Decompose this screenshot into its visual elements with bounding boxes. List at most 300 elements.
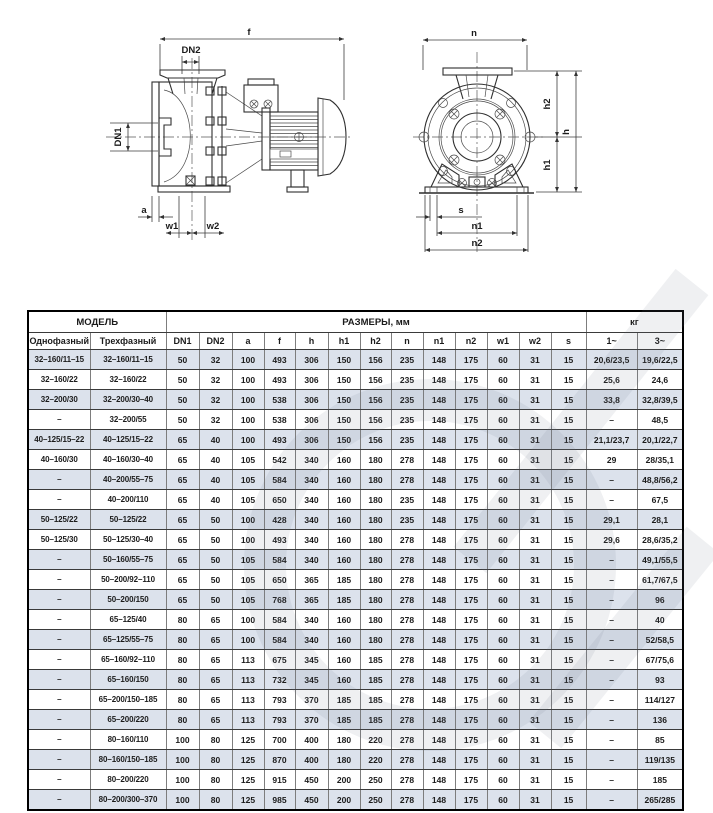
dimension-cell: 15 bbox=[551, 650, 586, 670]
dimension-cell: 175 bbox=[455, 570, 487, 590]
column-header: s bbox=[551, 333, 586, 350]
dimension-cell: 80 bbox=[166, 710, 199, 730]
dimension-cell: 175 bbox=[455, 790, 487, 811]
dimension-cell: 340 bbox=[295, 550, 328, 570]
model-cell: 32–160/11–15 bbox=[90, 350, 166, 370]
dimension-cell: 113 bbox=[232, 710, 264, 730]
dimension-cell: 65 bbox=[199, 610, 232, 630]
model-cell: 80–160/110 bbox=[90, 730, 166, 750]
dimension-cell: 584 bbox=[264, 610, 295, 630]
dimension-cell: 31 bbox=[519, 730, 551, 750]
dimension-cell: 113 bbox=[232, 670, 264, 690]
dimension-cell: 985 bbox=[264, 790, 295, 811]
dimension-cell: 15 bbox=[551, 590, 586, 610]
dimension-cell: 31 bbox=[519, 450, 551, 470]
column-header: Трехфазный bbox=[90, 333, 166, 350]
table-row bbox=[28, 730, 683, 750]
dimension-cell: 40 bbox=[199, 470, 232, 490]
dimension-cell: 31 bbox=[519, 690, 551, 710]
dimension-cell: 113 bbox=[232, 690, 264, 710]
dimension-cell: 150 bbox=[328, 370, 360, 390]
dimension-cell: 31 bbox=[519, 490, 551, 510]
dimension-cell: 148 bbox=[423, 670, 455, 690]
dimension-cell: 31 bbox=[519, 710, 551, 730]
dimension-cell: 148 bbox=[423, 350, 455, 370]
dimension-cell: 15 bbox=[551, 450, 586, 470]
dim-label-n1: n1 bbox=[471, 221, 483, 232]
dimension-cell: 175 bbox=[455, 670, 487, 690]
column-header: h2 bbox=[360, 333, 391, 350]
dimension-cell: 105 bbox=[232, 590, 264, 610]
dimension-cell: 200 bbox=[328, 770, 360, 790]
model-cell: 65–200/220 bbox=[90, 710, 166, 730]
dimension-cell: 65 bbox=[166, 430, 199, 450]
dimension-cell: 160 bbox=[328, 510, 360, 530]
dim-label-dn2: DN2 bbox=[181, 45, 201, 56]
model-cell: 32–200/30–40 bbox=[90, 390, 166, 410]
volute-casing bbox=[159, 82, 212, 186]
model-cell: 40–160/30–40 bbox=[90, 450, 166, 470]
dimension-cell: 370 bbox=[295, 710, 328, 730]
dimension-cell: 60 bbox=[487, 750, 519, 770]
dimension-cell: 185 bbox=[360, 710, 391, 730]
dimension-cell: 278 bbox=[391, 750, 423, 770]
dimension-cell: 125 bbox=[232, 790, 264, 811]
dimension-cell: 148 bbox=[423, 650, 455, 670]
dimension-cell: 114/127 bbox=[637, 690, 683, 710]
table-row bbox=[28, 590, 683, 610]
dimension-cell: 278 bbox=[391, 550, 423, 570]
motor-foot bbox=[291, 170, 304, 187]
table-row bbox=[28, 430, 683, 450]
dimension-cell: 100 bbox=[232, 410, 264, 430]
dimension-cell: 60 bbox=[487, 410, 519, 430]
dimension-cell: 80 bbox=[166, 690, 199, 710]
dimension-cell: 15 bbox=[551, 770, 586, 790]
dimension-cell: 15 bbox=[551, 670, 586, 690]
dimension-cell: 220 bbox=[360, 730, 391, 750]
group-header-dimensions: РАЗМЕРЫ, мм bbox=[166, 311, 586, 333]
dimension-cell: 15 bbox=[551, 710, 586, 730]
dimension-cell: 60 bbox=[487, 670, 519, 690]
dimension-cell: 60 bbox=[487, 530, 519, 550]
dimension-cell: 50 bbox=[199, 510, 232, 530]
dimension-cell: 60 bbox=[487, 650, 519, 670]
dimension-cell: 60 bbox=[487, 430, 519, 450]
dimension-cell: 450 bbox=[295, 790, 328, 811]
dimension-cell: 220 bbox=[360, 750, 391, 770]
dimension-cell: 915 bbox=[264, 770, 295, 790]
dimension-cell: 180 bbox=[360, 550, 391, 570]
model-cell: 40–125/15–22 bbox=[28, 430, 90, 450]
dimension-cell: 340 bbox=[295, 490, 328, 510]
dimension-cell: 278 bbox=[391, 710, 423, 730]
table-row bbox=[28, 630, 683, 650]
table-row bbox=[28, 610, 683, 630]
dimension-cell: 15 bbox=[551, 690, 586, 710]
dimension-cell: 200 bbox=[328, 790, 360, 811]
dimension-cell: 65 bbox=[166, 550, 199, 570]
dimension-cell: 306 bbox=[295, 390, 328, 410]
dimension-cell: 31 bbox=[519, 370, 551, 390]
model-cell: 32–160/22 bbox=[28, 370, 90, 390]
dimension-cell: 60 bbox=[487, 690, 519, 710]
dimension-cell: 493 bbox=[264, 350, 295, 370]
model-cell: 40–200/110 bbox=[90, 490, 166, 510]
dimension-cell: 148 bbox=[423, 410, 455, 430]
dimension-cell: 40 bbox=[637, 610, 683, 630]
dimension-cell: 15 bbox=[551, 610, 586, 630]
dimension-cell: 160 bbox=[328, 670, 360, 690]
dimension-cell: 180 bbox=[328, 750, 360, 770]
dimension-cell: 50 bbox=[199, 530, 232, 550]
dim-label-h1: h1 bbox=[542, 159, 553, 171]
dimension-cell: 105 bbox=[232, 550, 264, 570]
dimension-cell: 156 bbox=[360, 370, 391, 390]
dimension-cell: 175 bbox=[455, 610, 487, 630]
dimension-cell: 85 bbox=[637, 730, 683, 750]
dimension-cell: 50 bbox=[166, 350, 199, 370]
dimension-cell: 31 bbox=[519, 750, 551, 770]
dimension-cell: 175 bbox=[455, 710, 487, 730]
dimension-cell: 60 bbox=[487, 510, 519, 530]
dimension-cell: 180 bbox=[360, 530, 391, 550]
dim-label-f: f bbox=[247, 27, 251, 38]
dimension-cell: 175 bbox=[455, 550, 487, 570]
dimension-cell: 156 bbox=[360, 390, 391, 410]
column-header: w2 bbox=[519, 333, 551, 350]
dimension-cell: 175 bbox=[455, 350, 487, 370]
dimension-cell: 80 bbox=[199, 730, 232, 750]
dimension-cell: – bbox=[586, 650, 637, 670]
dimension-cell: 180 bbox=[360, 450, 391, 470]
dimension-cell: – bbox=[586, 730, 637, 750]
dimension-cell: 340 bbox=[295, 450, 328, 470]
dimension-cell: 31 bbox=[519, 790, 551, 811]
dimension-cell: 265/285 bbox=[637, 790, 683, 811]
table-row bbox=[28, 790, 683, 811]
model-cell: 80–200/300–370 bbox=[90, 790, 166, 811]
table-row bbox=[28, 390, 683, 410]
model-cell: – bbox=[28, 750, 90, 770]
dimension-cell: 48,5 bbox=[637, 410, 683, 430]
dimension-cell: 50 bbox=[166, 370, 199, 390]
dimension-cell: 31 bbox=[519, 670, 551, 690]
dimension-cell: 136 bbox=[637, 710, 683, 730]
dimension-cell: 175 bbox=[455, 630, 487, 650]
dimension-cell: 148 bbox=[423, 570, 455, 590]
dimension-cell: 493 bbox=[264, 430, 295, 450]
table-row bbox=[28, 470, 683, 490]
dimension-cell: 185 bbox=[637, 770, 683, 790]
dimension-cell: 148 bbox=[423, 430, 455, 450]
motor-fins bbox=[270, 116, 318, 148]
column-header: DN2 bbox=[199, 333, 232, 350]
dimension-cell: 148 bbox=[423, 490, 455, 510]
dimension-cell: 306 bbox=[295, 370, 328, 390]
dimension-cell: 278 bbox=[391, 470, 423, 490]
dimension-cell: 160 bbox=[328, 490, 360, 510]
model-cell: 50–125/30–40 bbox=[90, 530, 166, 550]
dimension-cell: 80 bbox=[199, 770, 232, 790]
dimension-cell: 31 bbox=[519, 630, 551, 650]
model-cell: 32–200/30 bbox=[28, 390, 90, 410]
dimension-cell: 60 bbox=[487, 790, 519, 811]
suction-cover-plate bbox=[152, 82, 159, 186]
dim-label-s: s bbox=[458, 205, 464, 216]
table-row bbox=[28, 650, 683, 670]
dimension-cell: 25,6 bbox=[586, 370, 637, 390]
dimension-cell: 150 bbox=[328, 410, 360, 430]
dimension-cell: 15 bbox=[551, 750, 586, 770]
dimension-cell: 60 bbox=[487, 470, 519, 490]
dimension-cell: 15 bbox=[551, 730, 586, 750]
dimension-cell: 148 bbox=[423, 470, 455, 490]
model-cell: 50–125/22 bbox=[28, 510, 90, 530]
dimension-cell: 160 bbox=[328, 650, 360, 670]
column-header: a bbox=[232, 333, 264, 350]
dimension-cell: 15 bbox=[551, 550, 586, 570]
technical-drawings bbox=[0, 0, 713, 300]
dimension-cell: 185 bbox=[360, 650, 391, 670]
dimension-cell: 278 bbox=[391, 790, 423, 811]
dim-label-h2: h2 bbox=[542, 98, 553, 110]
dimension-cell: 15 bbox=[551, 790, 586, 811]
pump-foot bbox=[158, 186, 230, 192]
dimension-cell: 160 bbox=[328, 530, 360, 550]
model-cell: 40–160/30 bbox=[28, 450, 90, 470]
dimension-cell: 80 bbox=[199, 750, 232, 770]
model-cell: 50–200/150 bbox=[90, 590, 166, 610]
dimension-cell: 235 bbox=[391, 430, 423, 450]
dimension-cell: 50 bbox=[166, 410, 199, 430]
dimension-cell: 15 bbox=[551, 570, 586, 590]
dimension-cell: 400 bbox=[295, 730, 328, 750]
dimension-cell: 125 bbox=[232, 750, 264, 770]
dimension-cell: 67/75,6 bbox=[637, 650, 683, 670]
dimension-cell: 60 bbox=[487, 570, 519, 590]
dimension-cell: 28/35,1 bbox=[637, 450, 683, 470]
column-header: 3~ bbox=[637, 333, 683, 350]
dimension-cell: 50 bbox=[199, 550, 232, 570]
model-cell: – bbox=[28, 770, 90, 790]
dimension-cell: 29 bbox=[586, 450, 637, 470]
dimension-cell: 175 bbox=[455, 690, 487, 710]
dimension-cell: 185 bbox=[328, 710, 360, 730]
dimension-cell: 31 bbox=[519, 650, 551, 670]
model-cell: – bbox=[28, 590, 90, 610]
dimension-cell: 31 bbox=[519, 390, 551, 410]
table-column-header-row bbox=[28, 333, 683, 350]
column-header: n1 bbox=[423, 333, 455, 350]
dimension-cell: 31 bbox=[519, 470, 551, 490]
dimension-cell: – bbox=[586, 790, 637, 811]
dimension-cell: 105 bbox=[232, 470, 264, 490]
dimension-cell: 100 bbox=[166, 770, 199, 790]
dimension-cell: 60 bbox=[487, 390, 519, 410]
dimension-cell: – bbox=[586, 670, 637, 690]
dimension-cell: 340 bbox=[295, 510, 328, 530]
model-cell: 50–125/22 bbox=[90, 510, 166, 530]
dimensions-table bbox=[27, 310, 684, 811]
dimension-cell: 15 bbox=[551, 350, 586, 370]
dimension-cell: – bbox=[586, 630, 637, 650]
dimension-cell: 278 bbox=[391, 730, 423, 750]
dimension-cell: 15 bbox=[551, 410, 586, 430]
dimension-cell: 160 bbox=[328, 450, 360, 470]
dimension-cell: 370 bbox=[295, 690, 328, 710]
dimension-cell: 80 bbox=[166, 630, 199, 650]
dimension-cell: 493 bbox=[264, 530, 295, 550]
dimension-cell: 148 bbox=[423, 590, 455, 610]
dimension-cell: 340 bbox=[295, 530, 328, 550]
dimension-cell: 15 bbox=[551, 510, 586, 530]
dimension-cell: 60 bbox=[487, 770, 519, 790]
dimension-cell: 278 bbox=[391, 590, 423, 610]
dimension-cell: 65 bbox=[166, 490, 199, 510]
dim-label-w2: w2 bbox=[206, 221, 220, 232]
dimension-cell: 29,1 bbox=[586, 510, 637, 530]
dimension-cell: 65 bbox=[166, 530, 199, 550]
dimension-cell: 250 bbox=[360, 770, 391, 790]
dimension-cell: 100 bbox=[232, 430, 264, 450]
model-cell: 32–200/55 bbox=[90, 410, 166, 430]
dimension-cell: 48,8/56,2 bbox=[637, 470, 683, 490]
dimension-cell: 306 bbox=[295, 350, 328, 370]
dimension-cell: 67,5 bbox=[637, 490, 683, 510]
dimension-cell: 31 bbox=[519, 510, 551, 530]
dimension-cell: 584 bbox=[264, 470, 295, 490]
dimension-cell: 180 bbox=[360, 590, 391, 610]
dimension-cell: 235 bbox=[391, 410, 423, 430]
model-cell: 65–200/150–185 bbox=[90, 690, 166, 710]
column-header: w1 bbox=[487, 333, 519, 350]
model-cell: 65–125/55–75 bbox=[90, 630, 166, 650]
dimension-cell: 428 bbox=[264, 510, 295, 530]
dimension-cell: 60 bbox=[487, 490, 519, 510]
dimension-cell: 185 bbox=[360, 670, 391, 690]
dimension-cell: 180 bbox=[360, 470, 391, 490]
table-row bbox=[28, 710, 683, 730]
group-header-model: МОДЕЛЬ bbox=[28, 311, 166, 333]
dimension-cell: 278 bbox=[391, 450, 423, 470]
dimension-cell: 32,8/39,5 bbox=[637, 390, 683, 410]
dimension-cell: 15 bbox=[551, 530, 586, 550]
dimension-cell: – bbox=[586, 690, 637, 710]
dimension-cell: 450 bbox=[295, 770, 328, 790]
dimension-cell: 185 bbox=[328, 690, 360, 710]
dimension-cell: 793 bbox=[264, 690, 295, 710]
dimension-cell: 278 bbox=[391, 690, 423, 710]
dimension-cell: 345 bbox=[295, 670, 328, 690]
dimension-cell: 340 bbox=[295, 630, 328, 650]
dimension-cell: 31 bbox=[519, 410, 551, 430]
table-row bbox=[28, 350, 683, 370]
dimension-cell: 175 bbox=[455, 750, 487, 770]
table-row bbox=[28, 770, 683, 790]
dimension-cell: 180 bbox=[360, 630, 391, 650]
dimension-cell: – bbox=[586, 410, 637, 430]
dimension-cell: – bbox=[586, 770, 637, 790]
column-header: h bbox=[295, 333, 328, 350]
dimension-cell: 60 bbox=[487, 590, 519, 610]
dimension-cell: 28,6/35,2 bbox=[637, 530, 683, 550]
dimension-cell: 278 bbox=[391, 630, 423, 650]
table-group-header-row bbox=[28, 311, 683, 333]
dimension-cell: 870 bbox=[264, 750, 295, 770]
model-cell: – bbox=[28, 470, 90, 490]
dimension-cell: 80 bbox=[199, 790, 232, 811]
dimension-cell: 20,1/22,7 bbox=[637, 430, 683, 450]
dimension-cell: 175 bbox=[455, 530, 487, 550]
model-cell: – bbox=[28, 630, 90, 650]
dimension-cell: 19,6/22,5 bbox=[637, 350, 683, 370]
terminal-box bbox=[244, 85, 278, 112]
dimension-cell: 538 bbox=[264, 390, 295, 410]
dimension-cell: 60 bbox=[487, 370, 519, 390]
dimension-cell: 60 bbox=[487, 630, 519, 650]
dimension-cell: 50 bbox=[199, 570, 232, 590]
dimension-cell: 732 bbox=[264, 670, 295, 690]
dimension-cell: 175 bbox=[455, 370, 487, 390]
dimension-cell: 20,6/23,5 bbox=[586, 350, 637, 370]
dimension-cell: 65 bbox=[199, 710, 232, 730]
model-cell: 80–160/150–185 bbox=[90, 750, 166, 770]
dimension-cell: – bbox=[586, 590, 637, 610]
dimension-cell: 345 bbox=[295, 650, 328, 670]
dimension-cell: 31 bbox=[519, 550, 551, 570]
dimension-cell: 31 bbox=[519, 590, 551, 610]
model-cell: – bbox=[28, 790, 90, 811]
table-row bbox=[28, 370, 683, 390]
dimension-cell: 650 bbox=[264, 490, 295, 510]
table-row bbox=[28, 670, 683, 690]
dimension-cell: 584 bbox=[264, 550, 295, 570]
model-cell: – bbox=[28, 670, 90, 690]
dimension-cell: 100 bbox=[232, 350, 264, 370]
dimension-cell: 175 bbox=[455, 730, 487, 750]
table-row bbox=[28, 410, 683, 430]
dimension-cell: 185 bbox=[328, 590, 360, 610]
dimension-cell: 32 bbox=[199, 390, 232, 410]
dimension-cell: 278 bbox=[391, 570, 423, 590]
dimension-cell: 160 bbox=[328, 550, 360, 570]
dimension-cell: 235 bbox=[391, 510, 423, 530]
column-header: n2 bbox=[455, 333, 487, 350]
dimension-cell: 80 bbox=[166, 670, 199, 690]
model-cell: 40–200/55–75 bbox=[90, 470, 166, 490]
dimension-cell: 675 bbox=[264, 650, 295, 670]
dimension-cell: 60 bbox=[487, 450, 519, 470]
model-cell: – bbox=[28, 730, 90, 750]
dimension-cell: 148 bbox=[423, 550, 455, 570]
dimension-cell: 584 bbox=[264, 630, 295, 650]
model-cell: – bbox=[28, 610, 90, 630]
dimension-cell: 180 bbox=[360, 510, 391, 530]
dimension-cell: 100 bbox=[232, 530, 264, 550]
dimension-cell: 31 bbox=[519, 350, 551, 370]
dimension-cell: – bbox=[586, 470, 637, 490]
model-cell: – bbox=[28, 570, 90, 590]
model-cell: – bbox=[28, 410, 90, 430]
dimension-cell: 175 bbox=[455, 430, 487, 450]
dimension-cell: 65 bbox=[199, 670, 232, 690]
table-row bbox=[28, 510, 683, 530]
model-cell: 80–200/220 bbox=[90, 770, 166, 790]
dimension-cell: 31 bbox=[519, 530, 551, 550]
dimension-cell: 29,6 bbox=[586, 530, 637, 550]
dimension-cell: 150 bbox=[328, 350, 360, 370]
